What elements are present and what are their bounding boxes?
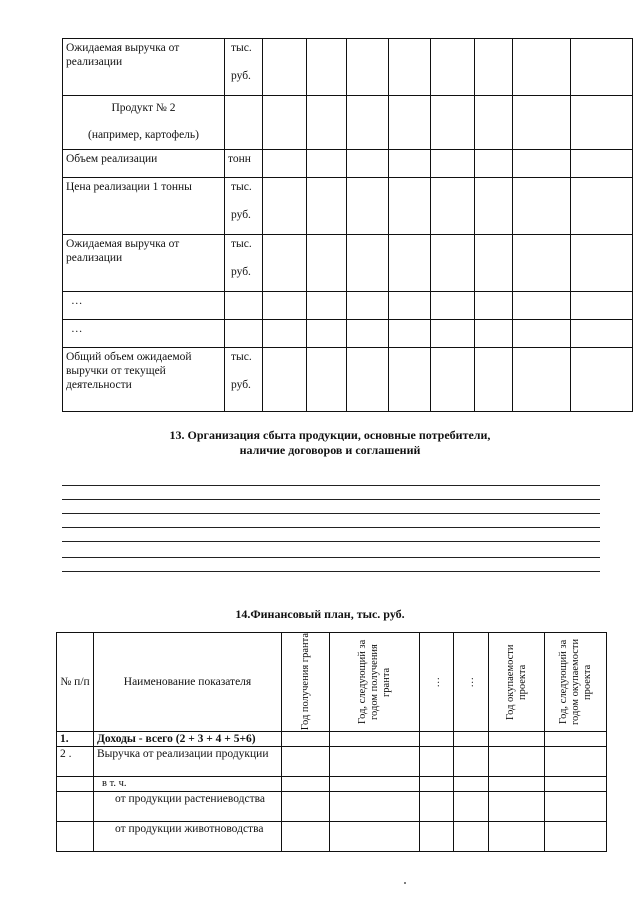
financial-plan-table bbox=[56, 632, 607, 852]
col-header-ellipsis: … bbox=[465, 676, 476, 688]
table-row bbox=[57, 777, 607, 792]
fill-line bbox=[62, 541, 600, 542]
product-heading: Продукт № 2 (например, картофель) bbox=[63, 96, 225, 150]
unit-cell: тыс. руб. bbox=[225, 178, 263, 235]
row-label: Выручка от реализации продукции bbox=[94, 747, 282, 777]
table-row bbox=[63, 96, 633, 150]
fill-line bbox=[62, 513, 600, 514]
row-num: 2 . bbox=[57, 747, 94, 777]
table-row bbox=[57, 822, 607, 852]
fill-line bbox=[62, 485, 600, 486]
table-row bbox=[63, 320, 633, 348]
col-header-ellipsis: … bbox=[430, 676, 442, 688]
unit-cell: тыс. руб. bbox=[225, 235, 263, 292]
table-row bbox=[63, 292, 633, 320]
row-num: 1. bbox=[57, 732, 94, 747]
unit-cell: тыс. руб. bbox=[225, 348, 263, 412]
fill-line bbox=[62, 499, 600, 500]
table-row bbox=[57, 792, 607, 822]
col-header-payback-year: Год окупаемости проекта bbox=[504, 644, 528, 720]
scan-speck bbox=[404, 882, 406, 884]
row-label: от продукции растениеводства bbox=[94, 792, 282, 822]
table-row bbox=[57, 732, 607, 747]
unit-cell: тыс. руб. bbox=[225, 39, 263, 96]
col-header-after-payback: Год, следующий за годом окупаемости проекта bbox=[557, 638, 593, 726]
unit-cell: тонн bbox=[225, 150, 263, 178]
table-row bbox=[63, 39, 633, 96]
table-row bbox=[57, 747, 607, 777]
fill-line bbox=[62, 571, 600, 572]
row-label: Общий объем ожидаемой выручки от текущей деятельности bbox=[63, 348, 225, 412]
table-row bbox=[63, 150, 633, 178]
row-label: Ожидаемая выручка от реализации bbox=[63, 39, 225, 96]
col-header-num: № п/п bbox=[57, 633, 94, 732]
table-row bbox=[63, 178, 633, 235]
section-13-title: 13. Организация сбыта продукции, основные потребители, наличие договоров и соглашений bbox=[169, 428, 491, 457]
col-header-grant-year: Год получения гранта bbox=[299, 633, 311, 731]
row-num bbox=[57, 822, 94, 852]
row-label: Доходы - всего (2 + 3 + 4 + 5+6) bbox=[94, 732, 282, 747]
col-header-next-year: Год, следующий за годом получения гранта bbox=[356, 639, 392, 725]
row-label: Цена реализации 1 тонны bbox=[63, 178, 225, 235]
row-label: в т. ч. bbox=[94, 777, 282, 792]
table-header-row bbox=[57, 633, 607, 732]
row-label: … bbox=[63, 320, 225, 348]
row-label: Объем реализации bbox=[63, 150, 225, 178]
section-14-title: 14.Финансовый план, тыс. руб. bbox=[235, 607, 405, 621]
revenue-table bbox=[62, 38, 633, 412]
row-label: от продукции животноводства bbox=[94, 822, 282, 852]
table-row bbox=[63, 348, 633, 412]
row-num bbox=[57, 777, 94, 792]
row-label: … bbox=[63, 292, 225, 320]
row-num bbox=[57, 792, 94, 822]
fill-line bbox=[62, 527, 600, 528]
table-row bbox=[63, 235, 633, 292]
row-label: Ожидаемая выручка от реализации bbox=[63, 235, 225, 292]
col-header-name: Наименование показателя bbox=[94, 633, 282, 732]
fill-line bbox=[62, 557, 600, 558]
